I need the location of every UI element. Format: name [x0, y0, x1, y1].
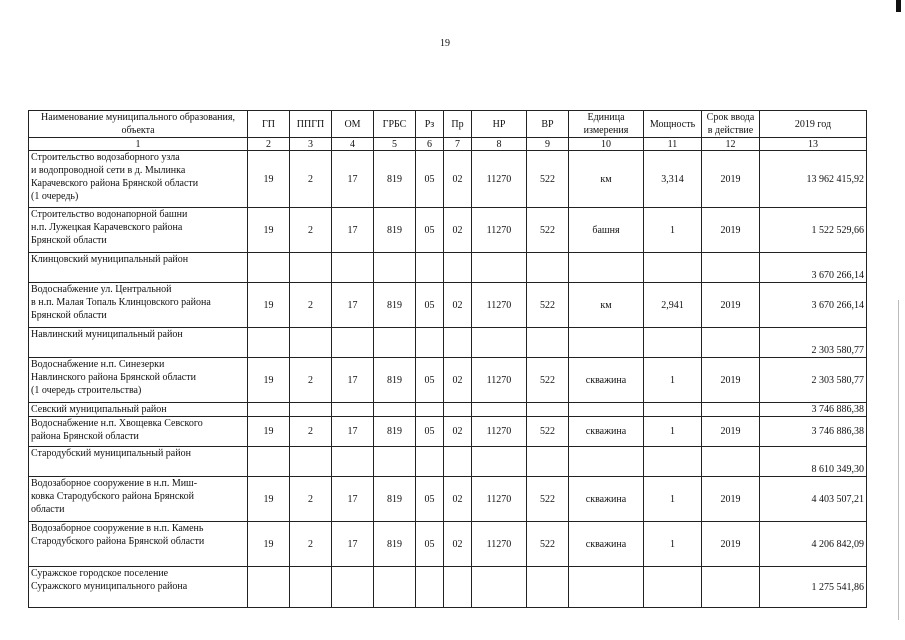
cell-power: 2,941: [644, 283, 702, 328]
cell-om: 17: [332, 283, 374, 328]
cell-ppgp: 2: [290, 283, 332, 328]
cell-ppgp: 2: [290, 151, 332, 208]
cell-power: 1: [644, 208, 702, 253]
cell-nr: 11270: [472, 417, 527, 447]
district-total: 1 275 541,86: [760, 567, 867, 608]
cell-power: 1: [644, 358, 702, 403]
empty-cell: [472, 403, 527, 417]
empty-cell: [416, 328, 444, 358]
empty-cell: [290, 447, 332, 477]
empty-cell: [644, 403, 702, 417]
column-number: 8: [472, 138, 527, 151]
header-term: Срок ввода в действие: [702, 111, 760, 138]
cell-vr: 522: [527, 522, 569, 567]
cell-unit: км: [569, 151, 644, 208]
cell-grbs: 819: [374, 522, 416, 567]
cell-unit: скважина: [569, 417, 644, 447]
header-name: Наименование муниципального образования, объекта: [29, 111, 248, 138]
empty-cell: [472, 447, 527, 477]
cell-amount: 2 303 580,77: [760, 358, 867, 403]
cell-unit: км: [569, 283, 644, 328]
empty-cell: [569, 253, 644, 283]
cell-term: 2019: [702, 358, 760, 403]
object-row: [29, 151, 867, 208]
cell-rz: 05: [416, 417, 444, 447]
column-number: 4: [332, 138, 374, 151]
object-row: [29, 417, 867, 447]
cell-rz: 05: [416, 358, 444, 403]
header-ppgp: ППГП: [290, 111, 332, 138]
column-number: 7: [444, 138, 472, 151]
cell-pr: 02: [444, 208, 472, 253]
cell-rz: 05: [416, 477, 444, 522]
empty-cell: [472, 253, 527, 283]
empty-cell: [527, 328, 569, 358]
empty-cell: [416, 253, 444, 283]
cell-pr: 02: [444, 522, 472, 567]
column-number: 3: [290, 138, 332, 151]
empty-cell: [472, 567, 527, 608]
cell-om: 17: [332, 417, 374, 447]
cell-power: 1: [644, 522, 702, 567]
empty-cell: [332, 447, 374, 477]
empty-cell: [444, 253, 472, 283]
object-row: [29, 522, 867, 567]
header-grbs: ГРБС: [374, 111, 416, 138]
page-number: 19: [440, 38, 450, 49]
cell-pr: 02: [444, 358, 472, 403]
cell-grbs: 819: [374, 283, 416, 328]
district-row: [29, 567, 867, 608]
cell-pr: 02: [444, 417, 472, 447]
empty-cell: [644, 447, 702, 477]
cell-gp: 19: [248, 208, 290, 253]
cell-rz: 05: [416, 208, 444, 253]
cell-ppgp: 2: [290, 522, 332, 567]
cell-rz: 05: [416, 151, 444, 208]
cell-amount: 3 670 266,14: [760, 283, 867, 328]
district-row: [29, 447, 867, 477]
cell-gp: 19: [248, 417, 290, 447]
district-name: Стародубский муниципальный район: [29, 447, 248, 477]
district-name: Клинцовский муниципальный район: [29, 253, 248, 283]
cell-pr: 02: [444, 151, 472, 208]
column-number: 2: [248, 138, 290, 151]
object-row: [29, 283, 867, 328]
header-row: [29, 111, 867, 138]
cell-om: 17: [332, 522, 374, 567]
empty-cell: [527, 447, 569, 477]
object-row: [29, 208, 867, 253]
column-number: 10: [569, 138, 644, 151]
empty-cell: [444, 447, 472, 477]
column-number-row: [29, 138, 867, 151]
cell-gp: 19: [248, 477, 290, 522]
empty-cell: [444, 567, 472, 608]
empty-cell: [702, 447, 760, 477]
cell-unit: скважина: [569, 358, 644, 403]
cell-grbs: 819: [374, 477, 416, 522]
cell-ppgp: 2: [290, 417, 332, 447]
cell-amount: 4 206 842,09: [760, 522, 867, 567]
empty-cell: [444, 403, 472, 417]
empty-cell: [527, 403, 569, 417]
empty-cell: [702, 253, 760, 283]
empty-cell: [332, 253, 374, 283]
cell-om: 17: [332, 208, 374, 253]
empty-cell: [290, 253, 332, 283]
cell-term: 2019: [702, 283, 760, 328]
cell-ppgp: 2: [290, 477, 332, 522]
cell-unit: скважина: [569, 477, 644, 522]
column-number: 5: [374, 138, 416, 151]
cell-om: 17: [332, 477, 374, 522]
cell-gp: 19: [248, 358, 290, 403]
header-year: 2019 год: [760, 111, 867, 138]
column-number: 6: [416, 138, 444, 151]
cell-unit: скважина: [569, 522, 644, 567]
cell-nr: 11270: [472, 283, 527, 328]
empty-cell: [569, 447, 644, 477]
empty-cell: [290, 567, 332, 608]
cell-power: 1: [644, 477, 702, 522]
empty-cell: [374, 328, 416, 358]
empty-cell: [702, 403, 760, 417]
cell-amount: 3 746 886,38: [760, 417, 867, 447]
empty-cell: [644, 253, 702, 283]
empty-cell: [248, 403, 290, 417]
cell-vr: 522: [527, 358, 569, 403]
empty-cell: [374, 567, 416, 608]
header-nr: НР: [472, 111, 527, 138]
empty-cell: [644, 328, 702, 358]
column-number: 1: [29, 138, 248, 151]
empty-cell: [644, 567, 702, 608]
cell-pr: 02: [444, 477, 472, 522]
cell-nr: 11270: [472, 208, 527, 253]
empty-cell: [248, 328, 290, 358]
empty-cell: [569, 328, 644, 358]
district-total: 2 303 580,77: [760, 328, 867, 358]
column-number: 9: [527, 138, 569, 151]
cell-grbs: 819: [374, 151, 416, 208]
cell-vr: 522: [527, 208, 569, 253]
cell-vr: 522: [527, 417, 569, 447]
cell-ppgp: 2: [290, 358, 332, 403]
object-name: Водозаборное сооружение в н.п. Камень Стародубского района Брянской области: [29, 522, 248, 567]
header-om: ОМ: [332, 111, 374, 138]
empty-cell: [332, 567, 374, 608]
object-name: Строительство водозаборного узла и водопроводной сети в д. Мылинка Карачевского района Брянской области (1 очередь): [29, 151, 248, 208]
scan-edge-mark: [896, 0, 901, 12]
cell-vr: 522: [527, 151, 569, 208]
empty-cell: [472, 328, 527, 358]
district-total: 3 746 886,38: [760, 403, 867, 417]
cell-term: 2019: [702, 417, 760, 447]
header-gp: ГП: [248, 111, 290, 138]
empty-cell: [527, 253, 569, 283]
column-number: 11: [644, 138, 702, 151]
cell-amount: 13 962 415,92: [760, 151, 867, 208]
cell-om: 17: [332, 358, 374, 403]
empty-cell: [527, 567, 569, 608]
empty-cell: [416, 567, 444, 608]
header-pr: Пр: [444, 111, 472, 138]
empty-cell: [248, 253, 290, 283]
district-total: 8 610 349,30: [760, 447, 867, 477]
cell-term: 2019: [702, 477, 760, 522]
district-row: [29, 328, 867, 358]
cell-grbs: 819: [374, 208, 416, 253]
object-name: Водоснабжение н.п. Хвощевка Севского района Брянской области: [29, 417, 248, 447]
district-row: [29, 253, 867, 283]
cell-om: 17: [332, 151, 374, 208]
district-name: Севский муниципальный район: [29, 403, 248, 417]
cell-power: 3,314: [644, 151, 702, 208]
cell-vr: 522: [527, 477, 569, 522]
cell-grbs: 819: [374, 358, 416, 403]
column-number: 12: [702, 138, 760, 151]
empty-cell: [569, 403, 644, 417]
district-name: Навлинский муниципальный район: [29, 328, 248, 358]
object-name: Водозаборное сооружение в н.п. Миш- ковка Стародубского района Брянской области: [29, 477, 248, 522]
header-vr: ВР: [527, 111, 569, 138]
budget-table: [28, 110, 867, 608]
district-total: 3 670 266,14: [760, 253, 867, 283]
cell-nr: 11270: [472, 477, 527, 522]
cell-pr: 02: [444, 283, 472, 328]
empty-cell: [569, 567, 644, 608]
cell-power: 1: [644, 417, 702, 447]
empty-cell: [444, 328, 472, 358]
cell-amount: 1 522 529,66: [760, 208, 867, 253]
cell-vr: 522: [527, 283, 569, 328]
empty-cell: [374, 253, 416, 283]
cell-gp: 19: [248, 151, 290, 208]
header-unit: Единица измерения: [569, 111, 644, 138]
cell-unit: башня: [569, 208, 644, 253]
empty-cell: [416, 403, 444, 417]
cell-nr: 11270: [472, 358, 527, 403]
object-name: Водоснабжение н.п. Синезерки Навлинского района Брянской области (1 очередь строительства): [29, 358, 248, 403]
cell-gp: 19: [248, 283, 290, 328]
empty-cell: [332, 328, 374, 358]
district-name: Суражское городское поселение Суражского муниципального района: [29, 567, 248, 608]
header-rz: Рз: [416, 111, 444, 138]
header-power: Мощность: [644, 111, 702, 138]
cell-rz: 05: [416, 522, 444, 567]
empty-cell: [290, 403, 332, 417]
object-row: [29, 358, 867, 403]
empty-cell: [290, 328, 332, 358]
column-number: 13: [760, 138, 867, 151]
scan-edge-line: [898, 300, 899, 620]
object-name: Водоснабжение ул. Центральной в н.п. Малая Топаль Клинцовского района Брянской области: [29, 283, 248, 328]
cell-ppgp: 2: [290, 208, 332, 253]
cell-amount: 4 403 507,21: [760, 477, 867, 522]
empty-cell: [248, 567, 290, 608]
empty-cell: [248, 447, 290, 477]
cell-grbs: 819: [374, 417, 416, 447]
object-row: [29, 477, 867, 522]
empty-cell: [702, 328, 760, 358]
cell-term: 2019: [702, 151, 760, 208]
cell-gp: 19: [248, 522, 290, 567]
empty-cell: [374, 403, 416, 417]
district-row: [29, 403, 867, 417]
object-name: Строительство водонапорной башни н.п. Лужецкая Карачевского района Брянской области: [29, 208, 248, 253]
cell-nr: 11270: [472, 522, 527, 567]
empty-cell: [702, 567, 760, 608]
empty-cell: [416, 447, 444, 477]
empty-cell: [332, 403, 374, 417]
cell-term: 2019: [702, 208, 760, 253]
cell-rz: 05: [416, 283, 444, 328]
cell-term: 2019: [702, 522, 760, 567]
cell-nr: 11270: [472, 151, 527, 208]
empty-cell: [374, 447, 416, 477]
